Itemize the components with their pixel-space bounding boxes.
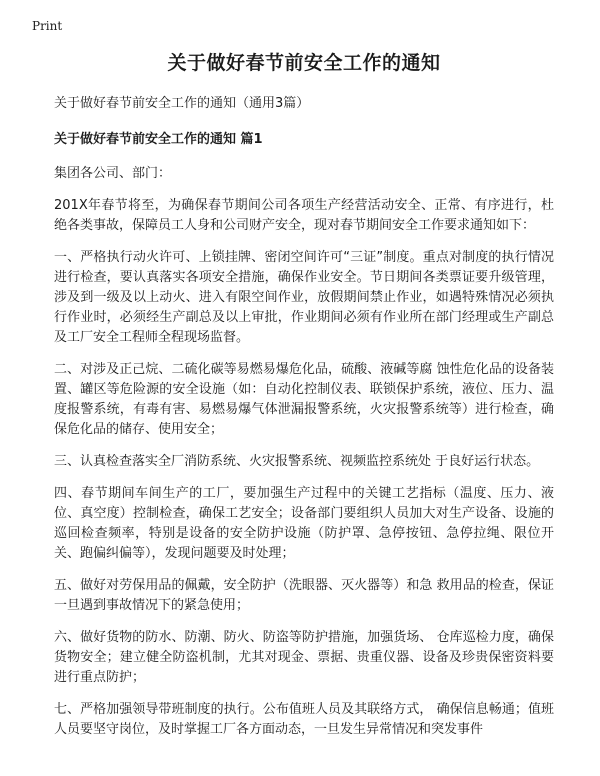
paragraph-item-1: 一、严格执行动火许可、上锁挂牌、密闭空间许可“三证”制度。重点对制度的执行情况进行检查，要认真落实各项安全措施，确保作业安全。节日期间各类票证要升级管理，涉及到一级及以上动火、进入有限空间作业，放假期间禁止作业，如遇特殊情况必须执行作业时，必须经生产副总及以上审批，作业期间必须有作业所在部门经理或生产副总及工厂安全工程师全程现场监督。 [54, 250, 554, 345]
paragraph-intro: 201X年春节将至，为确保春节期间公司各项生产经营活动安全、正常、有序进行，杜绝各类事故，保障员工人身和公司财产安全，现对春节期间安全工作要求通知如下： [54, 198, 554, 233]
salutation: 集团各公司、部门： [54, 166, 172, 181]
paragraph-item-5: 五、做好对劳保用品的佩戴，安全防护（洗眼器、灭火器等）和急 救用品的检查，保证一旦遇到事故情况下的紧急使用； [54, 578, 554, 613]
paragraph-item-3: 三、认真检查落实全厂消防系统、火灾报警系统、视频监控系统处 于良好运行状态。 [54, 454, 540, 469]
paragraph-item-4: 四、春节期间车间生产的工厂，要加强生产过程中的关键工艺指标（温度、压力、液位、真空度）控制检查，确保工艺安全；设备部门要组织人员加大对生产设备、设施的巡回检查频率，特别是设备的安全防护设施（防护罩、急停按钮、急停拉绳、限位开关、跑偏纠偏等），发现问题要及时处理； [54, 486, 554, 561]
print-link[interactable]: Print [32, 19, 63, 33]
paragraph-item-6: 六、做好货物的防水、防潮、防火、防盗等防护措施，加强货场、 仓库巡检力度，确保货物安全；建立健全防盗机制，尤其对现金、票据、贵重仪器、设备及珍贵保密资料要进行重点防护； [54, 630, 554, 685]
document-title: 关于做好春节前安全工作的通知 [167, 52, 441, 74]
section-heading: 关于做好春节前安全工作的通知 篇1 [54, 132, 263, 147]
paragraph-item-2: 二、对涉及正己烷、二硫化碳等易燃易爆危化品，硫酸、液碱等腐 蚀性危化品的设备装置、罐区等危险源的安全设施（如：自动化控制仪表、联锁保护系统，液位、压力、温度报警系统，有毒有害、易燃易爆气体泄漏报警系统，火灾报警系统等）进行检查，确保危化品的储存、使用安全； [54, 362, 554, 437]
document-subtitle: 关于做好春节前安全工作的通知（通用3篇） [54, 96, 310, 111]
document-body [54, 50, 554, 752]
paragraph-item-7: 七、严格加强领导带班制度的执行。公布值班人员及其联络方式， 确保信息畅通；值班人员要坚守岗位，及时掌握工厂各方面动态，一旦发生异常情况和突发事件 [54, 702, 554, 737]
